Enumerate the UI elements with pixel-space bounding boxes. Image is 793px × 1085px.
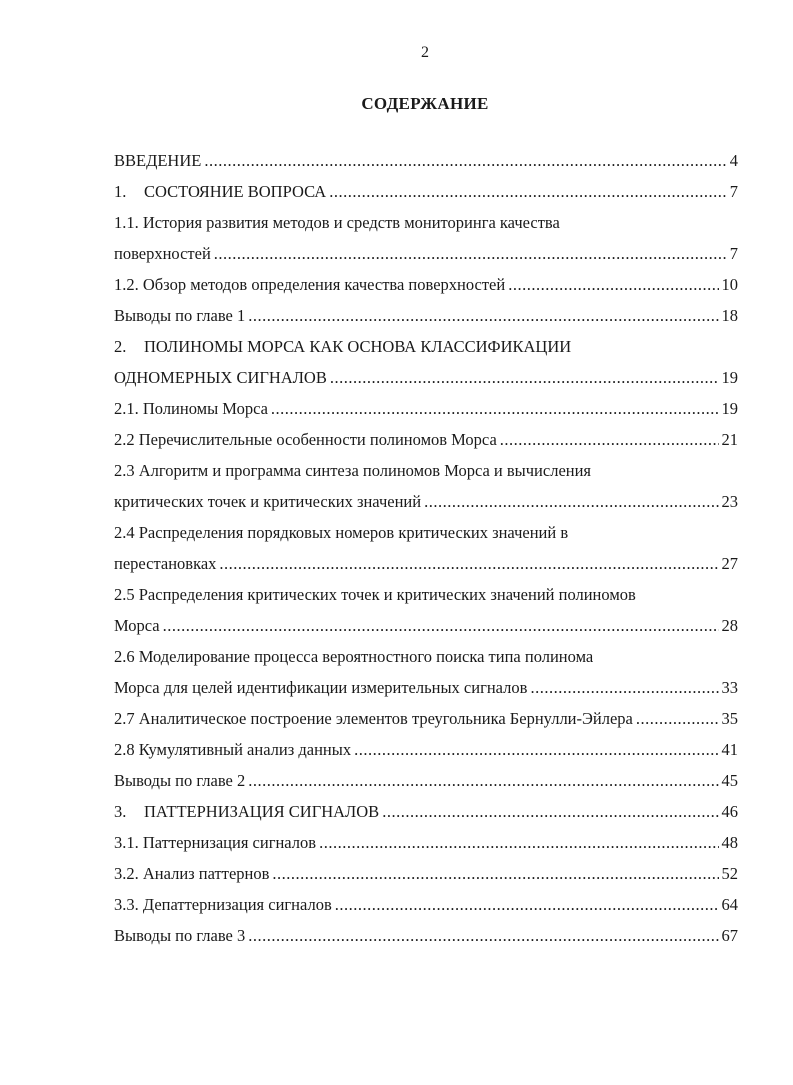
toc-leader-dots	[219, 548, 718, 579]
toc-entry-label: 3.1. Паттернизация сигналов	[114, 833, 317, 852]
toc-entry	[114, 362, 738, 393]
toc-entry-label: Выводы по главе 1	[114, 306, 246, 325]
toc-entry-label: 2.6 Моделирование процесса вероятностного поиска типа полинома	[114, 647, 594, 666]
toc-entry-page: 23	[721, 492, 738, 511]
page-title: СОДЕРЖАНИЕ	[361, 94, 489, 113]
toc-entry	[114, 176, 738, 207]
toc-leader-dots	[329, 176, 727, 207]
toc-entry-page: 7	[729, 244, 738, 263]
toc-entry-page: 28	[721, 616, 738, 635]
toc-entry	[114, 610, 738, 641]
toc-entry-label: 1.1. История развития методов и средств мониторинга качества	[114, 213, 560, 232]
toc-entry-page: 33	[721, 678, 738, 697]
toc-entry-number: 2.	[114, 337, 127, 356]
toc-entry-text	[114, 585, 636, 604]
toc-leader-dots	[248, 300, 718, 331]
toc-leader-dots	[272, 858, 718, 889]
toc-leader-dots	[530, 672, 718, 703]
toc-entry-number: 1.	[114, 182, 127, 201]
toc-entry-text	[114, 765, 245, 796]
toc-entry-text	[114, 523, 568, 542]
toc-entry	[114, 393, 738, 424]
toc-entry-label: 2.5 Распределения критических точек и критических значений полиномов	[114, 585, 636, 604]
toc-entry-label: Морса	[114, 616, 160, 635]
toc-entry-page: 4	[729, 151, 738, 170]
toc-entry	[114, 486, 738, 517]
toc-entry-text	[114, 647, 593, 666]
toc-entry-text	[114, 145, 201, 176]
toc-entry-text	[114, 300, 245, 331]
toc-entry-text	[114, 424, 497, 455]
toc-entry-label: 2.1. Полиномы Морса	[114, 399, 268, 418]
toc-leader-dots	[500, 424, 719, 455]
toc-entry-page: 27	[721, 554, 738, 573]
toc-entry	[114, 889, 738, 920]
page-number: 2	[421, 44, 429, 61]
toc-entry-page: 10	[721, 275, 738, 294]
toc-entry-text	[114, 796, 379, 827]
toc-entry-text	[114, 238, 211, 269]
toc-entry-page: 35	[721, 709, 738, 728]
toc-entry-page: 19	[721, 368, 738, 387]
toc-entry-text	[114, 610, 160, 641]
toc-entry	[114, 207, 738, 238]
toc-entry-text	[114, 858, 269, 889]
toc-leader-dots	[330, 362, 719, 393]
toc-entry-label: ВВЕДЕНИЕ	[114, 151, 202, 170]
toc-entry	[114, 331, 738, 362]
toc-leader-dots	[271, 393, 719, 424]
toc-entry	[114, 734, 738, 765]
toc-leader-dots	[424, 486, 718, 517]
toc-entry-text	[114, 176, 326, 207]
toc-entry	[114, 796, 738, 827]
toc-entry-page: 48	[721, 833, 738, 852]
toc-leader-dots	[248, 765, 718, 796]
toc-entry-text	[114, 213, 560, 232]
toc-entry	[114, 517, 738, 548]
toc-entry-text	[114, 920, 245, 951]
toc-entry	[114, 703, 738, 734]
toc-entry-label: ОДНОМЕРНЫХ СИГНАЛОВ	[114, 368, 327, 387]
toc-entry-text	[114, 827, 316, 858]
toc-entry-page: 21	[721, 430, 738, 449]
toc-entry-label: ПОЛИНОМЫ МОРСА КАК ОСНОВА КЛАССИФИКАЦИИ	[144, 337, 572, 356]
toc-entry-page: 46	[721, 802, 738, 821]
toc-leader-dots	[335, 889, 719, 920]
toc-leader-dots	[636, 703, 719, 734]
toc-entry	[114, 238, 738, 269]
toc-entry-label: поверхностей	[114, 244, 211, 263]
toc-entry-page: 18	[721, 306, 738, 325]
toc-entry-text	[114, 337, 571, 356]
toc-entry-page: 45	[721, 771, 738, 790]
toc-leader-dots	[319, 827, 718, 858]
toc-entry	[114, 672, 738, 703]
toc-leader-dots	[508, 269, 718, 300]
toc-entry	[114, 641, 738, 672]
toc-entry-label: перестановках	[114, 554, 217, 573]
toc-entry-page: 64	[721, 895, 738, 914]
toc-entry	[114, 827, 738, 858]
toc-leader-dots	[382, 796, 718, 827]
toc-entry	[114, 300, 738, 331]
toc-entry	[114, 424, 738, 455]
toc-entry-page: 41	[721, 740, 738, 759]
toc-entry-page: 19	[721, 399, 738, 418]
toc-entry-page: 7	[729, 182, 738, 201]
toc-entry-text	[114, 672, 527, 703]
toc-entry-label: 2.2 Перечислительные особенности полиномов Морса	[114, 430, 497, 449]
toc-entry-page: 52	[721, 864, 738, 883]
toc-entry-label: ПАТТЕРНИЗАЦИЯ СИГНАЛОВ	[144, 802, 380, 821]
toc-entry-label: СОСТОЯНИЕ ВОПРОСА	[144, 182, 327, 201]
toc-entry-text	[114, 486, 421, 517]
toc-entry-text	[114, 461, 591, 480]
toc-entry-label: 1.2. Обзор методов определения качества поверхностей	[114, 275, 506, 294]
toc-entry-label: 2.8 Кумулятивный анализ данных	[114, 740, 352, 759]
toc-entry	[114, 858, 738, 889]
toc-entry	[114, 765, 738, 796]
toc-leader-dots	[248, 920, 718, 951]
toc-entry-text	[114, 889, 332, 920]
table-of-contents	[114, 145, 738, 951]
toc-entry-text	[114, 362, 327, 393]
toc-entry-label: критических точек и критических значений	[114, 492, 422, 511]
toc-entry-label: 2.3 Алгоритм и программа синтеза полиномов Морса и вычисления	[114, 461, 592, 480]
toc-entry-page: 67	[721, 926, 738, 945]
toc-entry-text	[114, 393, 268, 424]
toc-entry	[114, 145, 738, 176]
toc-entry-text	[114, 703, 633, 734]
toc-entry-text	[114, 548, 216, 579]
toc-entry-label: 3.3. Депаттернизация сигналов	[114, 895, 332, 914]
toc-entry-label: 2.7 Аналитическое построение элементов треугольника Бернулли-Эйлера	[114, 709, 633, 728]
toc-entry-text	[114, 269, 505, 300]
toc-leader-dots	[354, 734, 718, 765]
toc-entry-label: Морса для целей идентификации измерительных сигналов	[114, 678, 528, 697]
toc-entry	[114, 269, 738, 300]
toc-entry-label: 3.2. Анализ паттернов	[114, 864, 270, 883]
toc-entry	[114, 548, 738, 579]
toc-leader-dots	[163, 610, 719, 641]
toc-leader-dots	[204, 145, 726, 176]
toc-entry-label: Выводы по главе 2	[114, 771, 246, 790]
toc-entry	[114, 920, 738, 951]
toc-entry-number: 3.	[114, 802, 127, 821]
toc-entry-label: Выводы по главе 3	[114, 926, 246, 945]
toc-entry	[114, 579, 738, 610]
toc-leader-dots	[214, 238, 727, 269]
toc-entry	[114, 455, 738, 486]
toc-entry-text	[114, 734, 351, 765]
toc-entry-label: 2.4 Распределения порядковых номеров критических значений в	[114, 523, 569, 542]
